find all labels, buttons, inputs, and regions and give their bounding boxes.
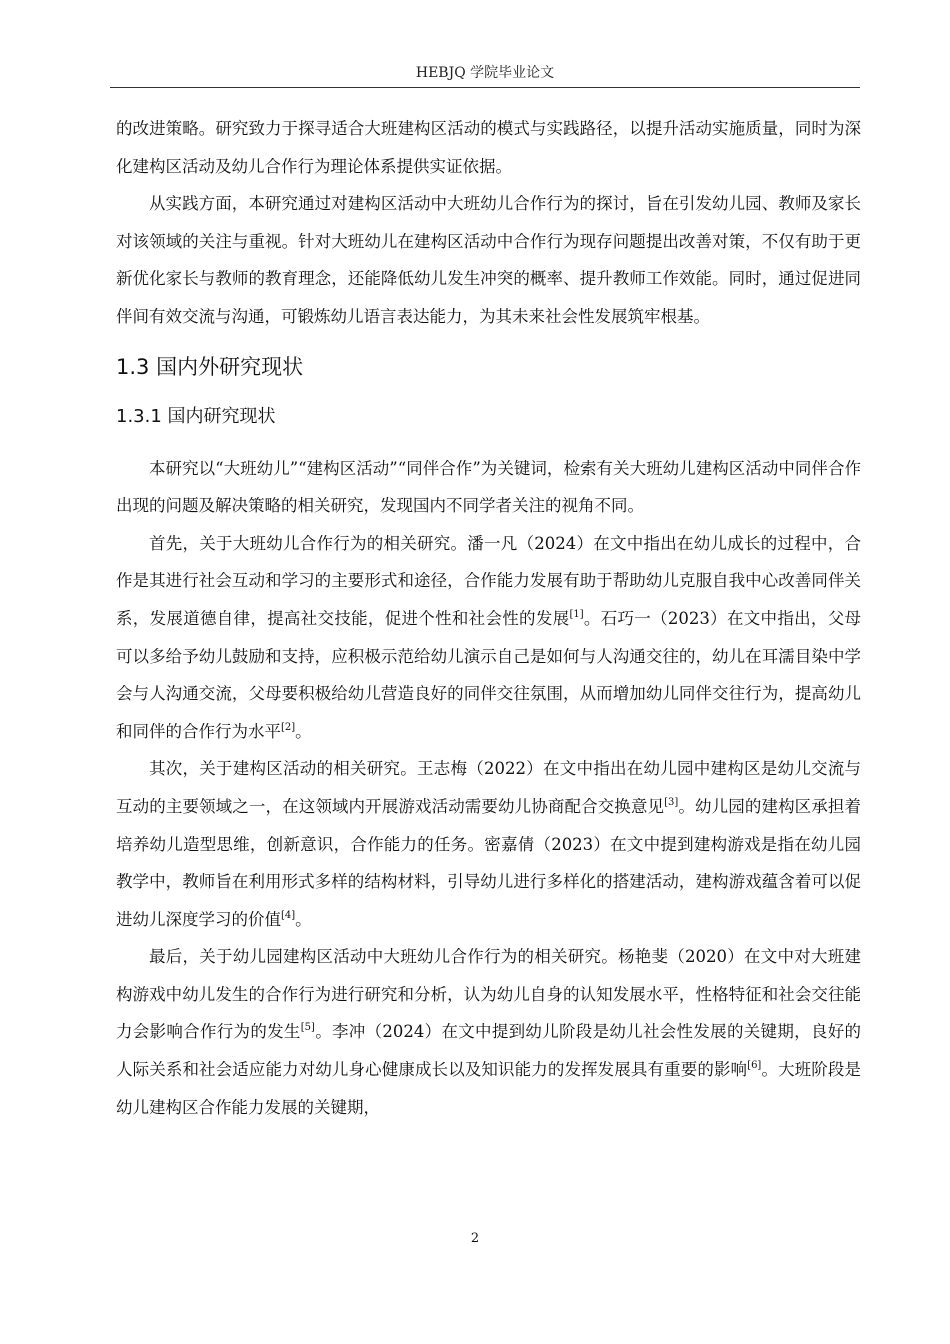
page-number: 2 [470,1231,480,1246]
text-segment: 最后，关于幼儿园建构区活动中大班幼儿合作行为的相关研究。杨艳斐（2020）在文中对大班建构游戏中幼儿发生的合作行为进行研究和分析，认为幼儿自身的认知发展水平，性格特征和社会交往能力会影响合作行为的发生 [116,947,861,1042]
citation-2: [2] [281,721,296,733]
text-segment: 。 [295,909,312,929]
text-segment: 。幼儿园的建构区承担着培养幼儿造型思维，创新意识，合作能力的任务。密嘉倩（2023）在文中提到建构游戏是指在幼儿园教学中，教师旨在利用形式多样的结构材料，引导幼儿进行多样化的搭建活动，建构游戏蕴含着可以促进幼儿深度学习的价值 [116,796,862,929]
text-segment: 。 [295,721,312,741]
citation-6: [6] [747,1060,762,1072]
citation-5: [5] [300,1022,315,1034]
citation-4: [4] [281,909,296,921]
paragraph-keywords: 本研究以“大班幼儿”“建构区活动”“同伴合作”为关键词，检索有关大班幼儿建构区活动中同伴合作出现的问题及解决策略的相关研究，发现国内不同学者关注的视角不同。 [116,458,861,516]
text-segment: 其次，关于建构区活动的相关研究。王志梅（2022）在文中指出在幼儿园中建构区是幼儿交流与互动的主要领域之一，在这领域内开展游戏活动需要幼儿协商配合交换意见 [116,759,861,816]
paragraph-construction-area-research [116,750,861,938]
running-header: HEBJQ 学院毕业论文 [415,65,555,81]
text-segment: 。石巧一（2023）在文中指出，父母可以多给予幼儿鼓励和支持，应积极示范给幼儿演示自己是如何与人沟通交往的，幼儿在耳濡目染中学会与人沟通交流，父母要积极给幼儿营造良好的同伴交往氛围，从而增加幼儿同伴交往行为，提高幼儿和同伴的合作行为水平 [116,608,862,741]
header-rule [110,87,860,88]
citation-3: [3] [664,796,679,808]
page-body [116,110,861,1126]
text-segment: 。李冲（2024）在文中提到幼儿阶段是幼儿社会性发展的关键期，良好的人际关系和社会适应能力对幼儿身心健康成长以及知识能力的发挥发展具有重要的影响 [116,1022,861,1080]
text-segment: 。大班阶段是幼儿建构区合作能力发展的关键期， [116,1060,862,1117]
text-segment: 首先，关于大班幼儿合作行为的相关研究。潘一凡（2024）在文中指出在幼儿成长的过程中，合作是其进行社会互动和学习的主要形式和途径，合作能力发展有助于帮助幼儿克服自我中心改善同伴关系，发展道德自律，提高社交技能，促进个性和社会性的发展 [116,533,861,628]
paragraph-combined-research [116,938,861,1126]
citation-1: [1] [569,608,584,620]
paragraph-practice-significance: 从实践方面，本研究通过对建构区活动中大班幼儿合作行为的探讨，旨在引发幼儿园、教师及家长对该领域的关注与重视。针对大班幼儿在建构区活动中合作行为现存问题提出改善对策，不仅有助于更新优化家长与教师的教育理念，还能降低幼儿发生冲突的概率、提升教师工作效能。同时，通过促进同伴间有效交流与沟通，可锻炼幼儿语言表达能力，为其未来社会性发展筑牢根基。 [116,194,861,326]
section-heading-1-3: 1.3 国内外研究现状 [116,354,304,379]
paragraph-cooperation-research [116,525,861,751]
paragraph-continuation: 的改进策略。研究致力于探寻适合大班建构区活动的模式与实践路径，以提升活动实施质量，同时为深化建构区活动及幼儿合作行为理论体系提供实证依据。 [116,119,861,176]
subsection-heading-1-3-1: 1.3.1 国内研究现状 [116,405,276,427]
